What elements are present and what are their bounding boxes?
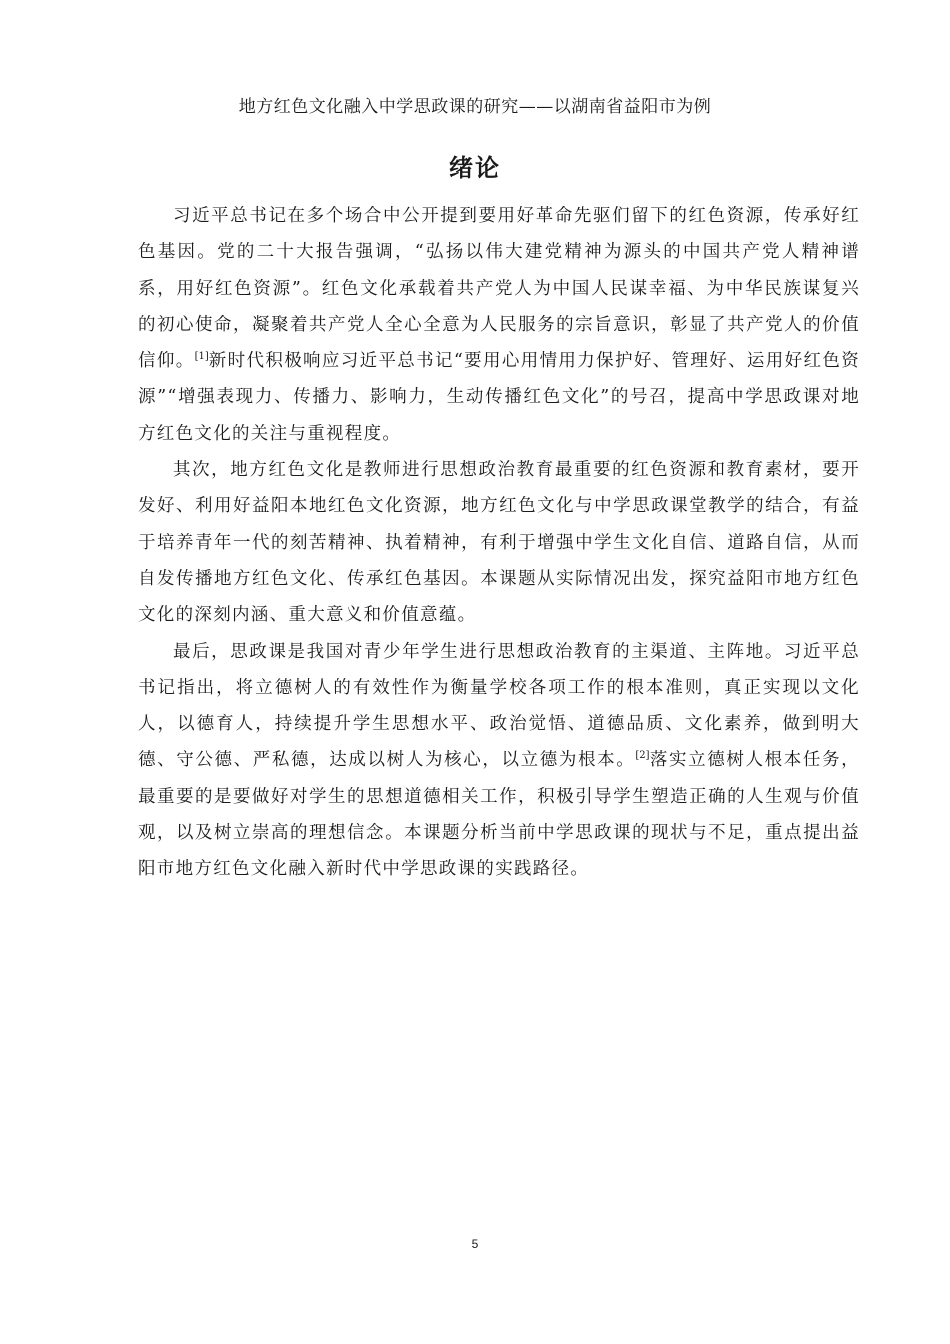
paragraph-2 xyxy=(138,452,860,633)
section-title: 绪论 xyxy=(449,154,501,182)
paragraph-1-text-b: 新时代积极响应习近平总书记“要用心用情用力保护好、管理好、运用好红色资源”“增强表现力、传播力、影响力，生动传播红色文化”的号召，提高中学思政课对地方红色文化的关注与重视程度。 xyxy=(138,351,860,444)
page-number: 5 xyxy=(471,1237,479,1251)
paragraph-1-text-a: 习近平总书记在多个场合中公开提到要用好革命先驱们留下的红色资源，传承好红色基因。党的二十大报告强调，“弘扬以伟大建党精神为源头的中国共产党人精神谱系，用好红色资源”。红色文化承载着共产党人为中国人民谋幸福、为中华民族谋复兴的初心使命，凝聚着共产党人全心全意为人民服务的宗旨意识，彰显了共产党人的价值信仰。 xyxy=(138,206,860,372)
paragraph-1 xyxy=(138,198,860,452)
running-header: 地方红色文化融入中学思政课的研究——以湖南省益阳市为例 xyxy=(238,97,712,117)
citation-2: [2] xyxy=(635,750,650,762)
citation-1: [1] xyxy=(194,351,209,363)
paragraph-3-text-a: 最后，思政课是我国对青少年学生进行思想政治教育的主渠道、主阵地。习近平总书记指出，将立德树人的有效性作为衡量学校各项工作的根本准则，真正实现以文化人，以德育人，持续提升学生思想水平、政治觉悟、道德品质、文化素养，做到明大德、守公德、严私德，达成以树人为核心，以立德为根本。 xyxy=(138,641,860,771)
paragraph-3 xyxy=(138,634,860,888)
paragraph-3-text-b: 落实立德树人根本任务，最重要的是要做好对学生的思想道德相关工作，积极引导学生塑造正确的人生观与价值观，以及树立崇高的理想信念。本课题分析当前中学思政课的现状与不足，重点提出益阳市地方红色文化融入新时代中学思政课的实践路径。 xyxy=(138,750,860,880)
body-text xyxy=(138,198,860,888)
paragraph-2-text: 其次，地方红色文化是教师进行思想政治教育最重要的红色资源和教育素材，要开发好、利用好益阳本地红色文化资源，地方红色文化与中学思政课堂教学的结合，有益于培养青年一代的刻苦精神、执着精神，有利于增强中学生文化自信、道路自信，从而自发传播地方红色文化、传承红色基因。本课题从实际情况出发，探究益阳市地方红色文化的深刻内涵、重大意义和价值意蕴。 xyxy=(138,460,860,626)
